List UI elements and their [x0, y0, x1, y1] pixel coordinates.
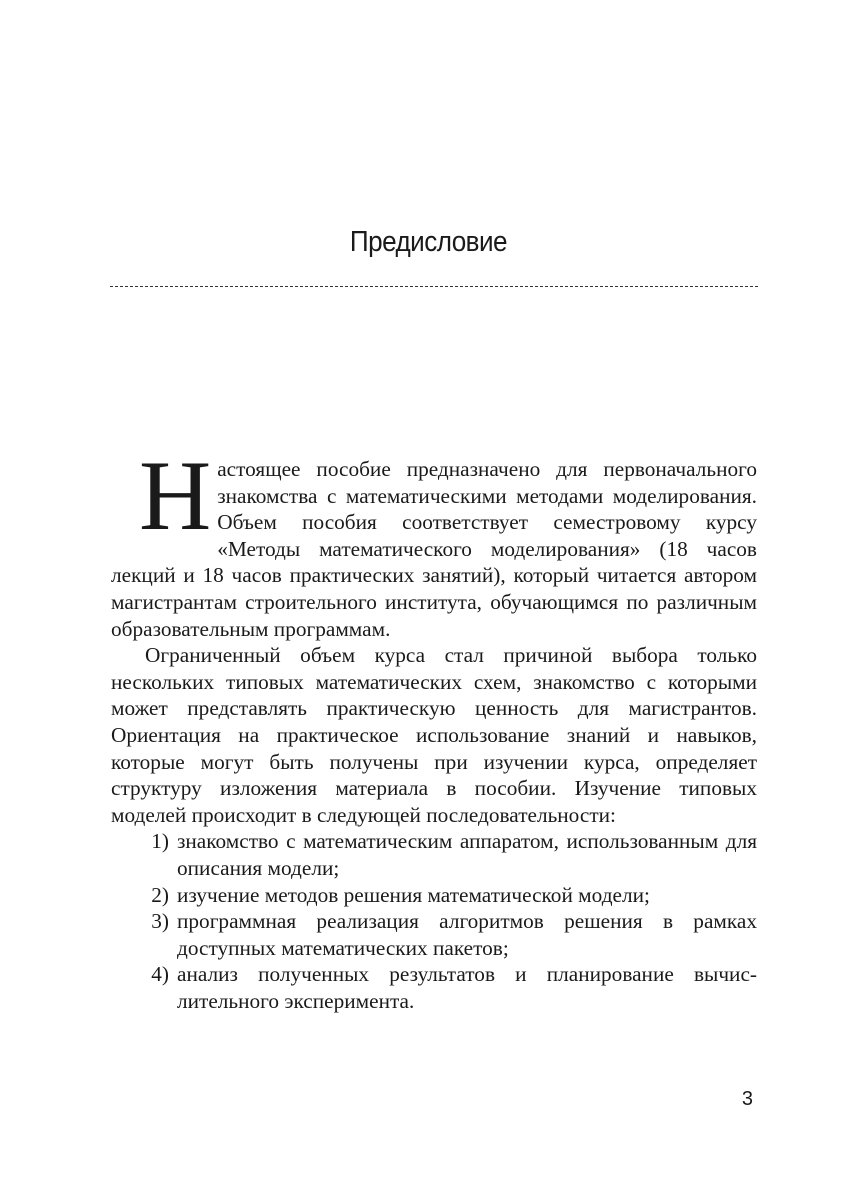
- page-title: Предисловие: [349, 226, 508, 258]
- list-item-text: изучение методов решения математической модели;: [177, 882, 650, 907]
- list-item-text: программная реализация алгоритмов решения в рамках доступных математических пакетов;: [177, 909, 757, 960]
- dashed-divider: [110, 286, 758, 287]
- page-number: 3: [741, 1088, 753, 1110]
- list-item: [111, 961, 757, 1014]
- list-item-number: 4): [151, 962, 169, 987]
- list-item: [111, 828, 757, 881]
- list-item-number: 3): [151, 909, 169, 934]
- list-item-text: анализ полученных результатов и планирование вычислительного эксперимента.: [177, 962, 757, 1013]
- list-item: [111, 882, 757, 909]
- list-item-number: 2): [151, 882, 169, 907]
- list-item: [111, 908, 757, 961]
- body-text: [111, 440, 757, 1014]
- paragraph-1-text: астоящее пособие предназначено для первоначального знакомства с математическими методами моделирования. Объем пособия соответствует семестровому курсу «Методы математического моделирования» (18 часов лекций и 18 часов практических занятий), который читается автором магистрантам строительного института, обучающимся по различным образовательным программам.: [111, 457, 757, 641]
- steps-list: [111, 828, 757, 1014]
- paragraph-1: [111, 440, 757, 642]
- list-item-number: 1): [151, 829, 169, 854]
- paragraph-2: Ограниченный объем курса стал причиной выбора только нескольких типовых математических схем, знакомство с которыми может представлять практическую ценность для магистрантов. Ориентация на практическое использование знаний и навыков, которые могут быть получены при изучении курса, определяет структуру изложения материала в пособии. Изучение типовых моделей происходит в следующей последовательности:: [111, 643, 757, 827]
- list-item-text: знакомство с математическим аппаратом, использованным для описания модели;: [177, 829, 757, 880]
- drop-cap: Н: [139, 440, 212, 551]
